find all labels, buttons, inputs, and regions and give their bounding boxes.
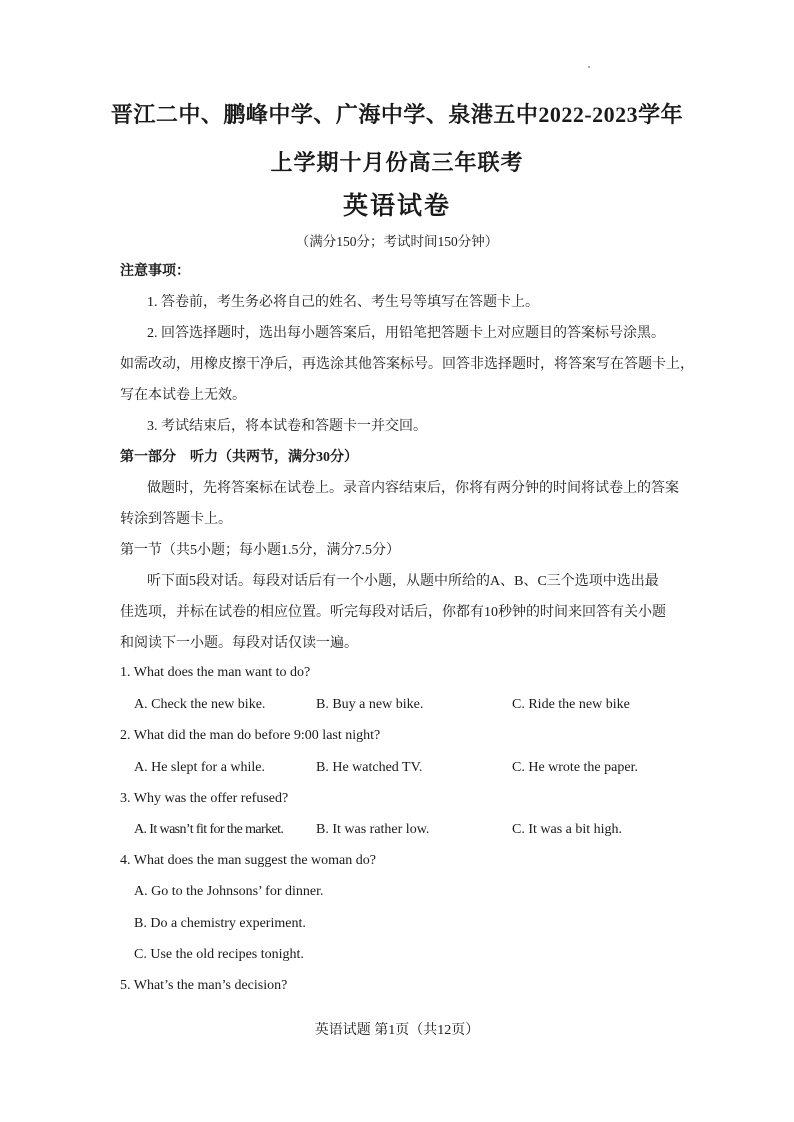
question-2-option-a: A. He slept for a while. [134, 760, 266, 775]
question-2: 2. What did the man do before 9:00 last night? [120, 728, 381, 743]
notice-item-2-line-2: 如需改动，用橡皮擦干净后，再选涂其他答案标号。回答非选择题时，将答案写在答题卡上， [120, 357, 694, 372]
title-line-2: 上学期十月份高三年联考 [270, 150, 524, 175]
question-1-option-a: A. Check the new bike. [134, 697, 266, 712]
section1-line-2: 佳选项，并标在试卷的相应位置。听完每段对话后，你都有10秒钟的时间来回答有关小题 [120, 605, 666, 620]
question-1-option-c: C. Ride the new bike [512, 697, 630, 712]
title-line-3: 英语试卷 [342, 193, 451, 220]
section1-heading: 第一节（共5小题；每小题1.5分，满分7.5分） [120, 543, 400, 558]
part1-intro-line-1: 做题时，先将答案标在试卷上。录音内容结束后，你将有两分钟的时间将试卷上的答案 [147, 481, 679, 496]
part1-intro-line-2: 转涂到答题卡上。 [120, 512, 232, 527]
question-4-option-b: B. Do a chemistry experiment. [134, 916, 306, 931]
question-2-option-b: B. He watched TV. [316, 760, 423, 775]
question-3-option-c: C. It was a bit high. [512, 822, 623, 837]
question-2-option-c: C. He wrote the paper. [512, 760, 638, 775]
section1-line-1: 听下面5段对话。每段对话后有一个小题，从题中所给的A、B、C三个选项中选出最 [147, 574, 659, 589]
notice-item-2-line-1: 2. 回答选择题时，选出每小题答案后，用铅笔把答题卡上对应题目的答案标号涂黑。 [147, 326, 665, 341]
section1-line-3: 和阅读下一小题。每段对话仅读一遍。 [120, 636, 358, 651]
question-4-option-c: C. Use the old recipes tonight. [134, 947, 304, 962]
notice-item-3: 3. 考试结束后，将本试卷和答题卡一并交回。 [147, 419, 427, 434]
exam-subtitle: （满分150分；考试时间150分钟） [295, 234, 499, 249]
page-footer: 英语试题 第1页（共12页） [314, 1023, 480, 1038]
question-4: 4. What does the man suggest the woman do? [120, 853, 376, 868]
question-4-option-a: A. Go to the Johnsons’ for dinner. [134, 884, 324, 899]
notice-item-1: 1. 答卷前，考生务必将自己的姓名、考生号等填写在答题卡上。 [147, 295, 539, 310]
question-3-option-a: A. It wasn’t fit for the market. [134, 822, 284, 837]
question-5: 5. What’s the man’s decision? [120, 978, 288, 993]
notice-heading: 注意事项： [120, 264, 190, 279]
question-3: 3. Why was the offer refused? [120, 791, 289, 806]
scan-dot [588, 66, 590, 68]
notice-item-2-line-3: 写在本试卷上无效。 [120, 388, 246, 403]
part1-heading: 第一部分 听力（共两节，满分30分） [120, 450, 358, 465]
question-1-option-b: B. Buy a new bike. [316, 697, 424, 712]
question-1: 1. What does the man want to do? [120, 665, 311, 680]
title-line-1: 晋江二中、鹏峰中学、广海中学、泉港五中2022-2023学年 [110, 102, 684, 127]
question-3-option-b: B. It was rather low. [316, 822, 430, 837]
